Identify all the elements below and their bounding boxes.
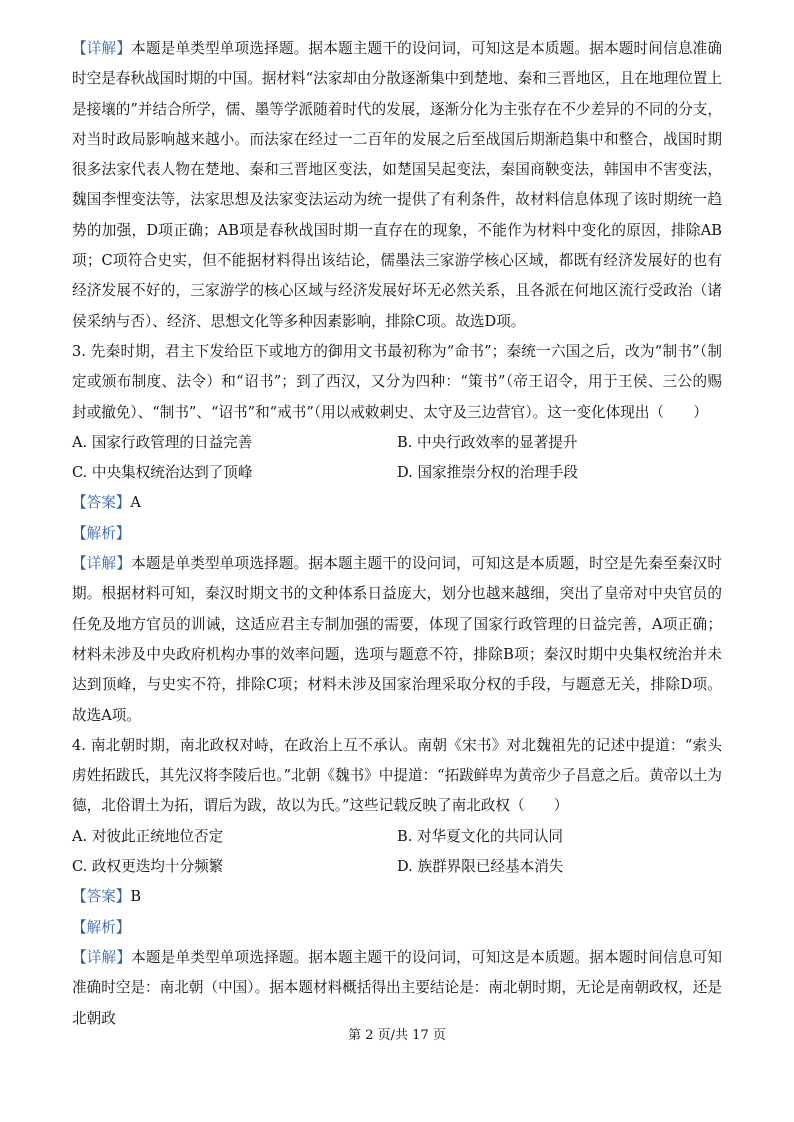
document-page <box>72 34 722 1034</box>
q3-option-a: A. 国家行政管理的日益完善 <box>72 433 253 451</box>
analysis-tag: 【解析】 <box>72 918 131 936</box>
detail-text: 本题是单类型单项选择题。据本题主题干的设问词，可知这是本质题。据本题时间信息可知准确时空是：南北朝（中国）。据本题材料概括得出主要结论是：南北朝时期，无论是南朝政权，还是北朝政 <box>72 948 722 1027</box>
q4-option-a: A. 对彼此正统地位否定 <box>72 827 224 845</box>
q3-stem: 3. 先秦时期，君主下发给臣下或地方的御用文书最初称为“命书”；秦统一六国之后，改为“制书”（制定或颁布制度、法令）和“诏书”；到了西汉，又分为四种：“策书”（帝王诏令，用于王侯、三公的赐封或撤免）、“制书”、“诏书”和“戒书”（用以戒敕刺史、太守及三边营官）。这一变化体现出（ ） <box>72 342 722 421</box>
detail-tag: 【详解】 <box>72 948 132 966</box>
q3-options-row-2 <box>72 458 722 488</box>
detail-tag: 【详解】 <box>72 40 132 57</box>
q4-option-b: B. 对华夏文化的共同认同 <box>397 827 563 845</box>
answer-tag: 【答案】 <box>72 888 131 906</box>
q4-analysis <box>72 913 722 943</box>
detail-tag: 【详解】 <box>72 555 132 573</box>
q4-answer <box>72 882 722 912</box>
q4-detail-paragraph <box>72 943 722 1034</box>
answer-value: A <box>130 494 141 512</box>
q4-option-d: D. 族群界限已经基本消失 <box>397 858 564 876</box>
analysis-tag: 【解析】 <box>72 524 131 542</box>
q4-options-row-2 <box>72 852 722 882</box>
q4-options-row-1 <box>72 822 722 852</box>
q3-answer <box>72 488 722 518</box>
q4-stem: 4. 南北朝时期，南北政权对峙，在政治上互不承认。南朝《宋书》对北魏祖先的记述中提道：“索头虏姓拓跋氏，其先汉将李陵后也。”北朝《魏书》中提道：“拓跋鲜卑为黄帝少子昌意之后。黄帝以土为德，北俗谓土为拓，谓后为跋，故以为氏。”这些记载反映了南北政权（ ） <box>72 736 722 815</box>
q3-options-row-1 <box>72 428 722 458</box>
q3-option-c: C. 中央集权统治达到了顶峰 <box>72 464 253 482</box>
q4-option-c: C. 政权更迭均十分频繁 <box>72 858 224 876</box>
q3-analysis <box>72 519 722 549</box>
detail-text: 本题是单类型单项选择题。据本题主题干的设问词，可知这是本质题。据本题时间信息准确时空是春秋战国时期的中国。据材料“法家却由分散逐渐集中到楚地、秦和三晋地区，且在地理位置上是接壤的”并结合所学，儒、墨等学派随着时代的发展，逐渐分化为主张存在不少差异的不同的分支，对当时政局影响越来越小。而法家在经过一二百年的发展之后至战国后期渐趋集中和整合，战国时期很多法家代表人物在楚地、秦和三晋地区变法，如楚国吴起变法，秦国商鞅变法，韩国申不害变法，魏国李悝变法等，法家思想及法家变法运动为统一提供了有利条件，故材料信息体现了该时期统一趋势的加强，D项正确；AB项是春秋战国时期一直存在的现象，不能作为材料中变化的原因，排除AB项；C项符合史实，但不能据材料得出该结论，儒墨法三家游学核心区域，都既有经济发展好的也有经济发展不好的，三家游学的核心区域与经济发展好坏无必然关系，且各派在何地区流行受政治（诸侯采纳与否）、经济、思想文化等多种因素影响，排除C项。故选D项。 <box>72 40 722 330</box>
answer-tag: 【答案】 <box>72 494 131 512</box>
page-footer: 第 2 页/共 17 页 <box>348 1028 446 1043</box>
q2-detail-paragraph <box>72 34 722 337</box>
detail-text: 本题是单类型单项选择题。据本题主题干的设问词，可知这是本质题，时空是先秦至秦汉时期。根据材料可知，秦汉时期文书的文种体系日益庞大，划分也越来越细，突出了皇帝对中央官员的任免及地方官员的训诫，这适应君主专制加强的需要，体现了国家行政管理的日益完善，A项正确；材料未涉及中央政府机构办事的效率问题，选项与题意不符，排除B项；秦汉时期中央集权统治并未达到顶峰，与史实不符，排除C项；材料未涉及国家治理采取分权的手段，与题意无关，排除D项。故选A项。 <box>72 555 722 724</box>
q3-detail-paragraph <box>72 549 722 731</box>
q3-option-d: D. 国家推崇分权的治理手段 <box>397 464 578 482</box>
answer-value: B <box>130 888 142 906</box>
q3-option-b: B. 中央行政效率的显著提升 <box>397 433 578 451</box>
